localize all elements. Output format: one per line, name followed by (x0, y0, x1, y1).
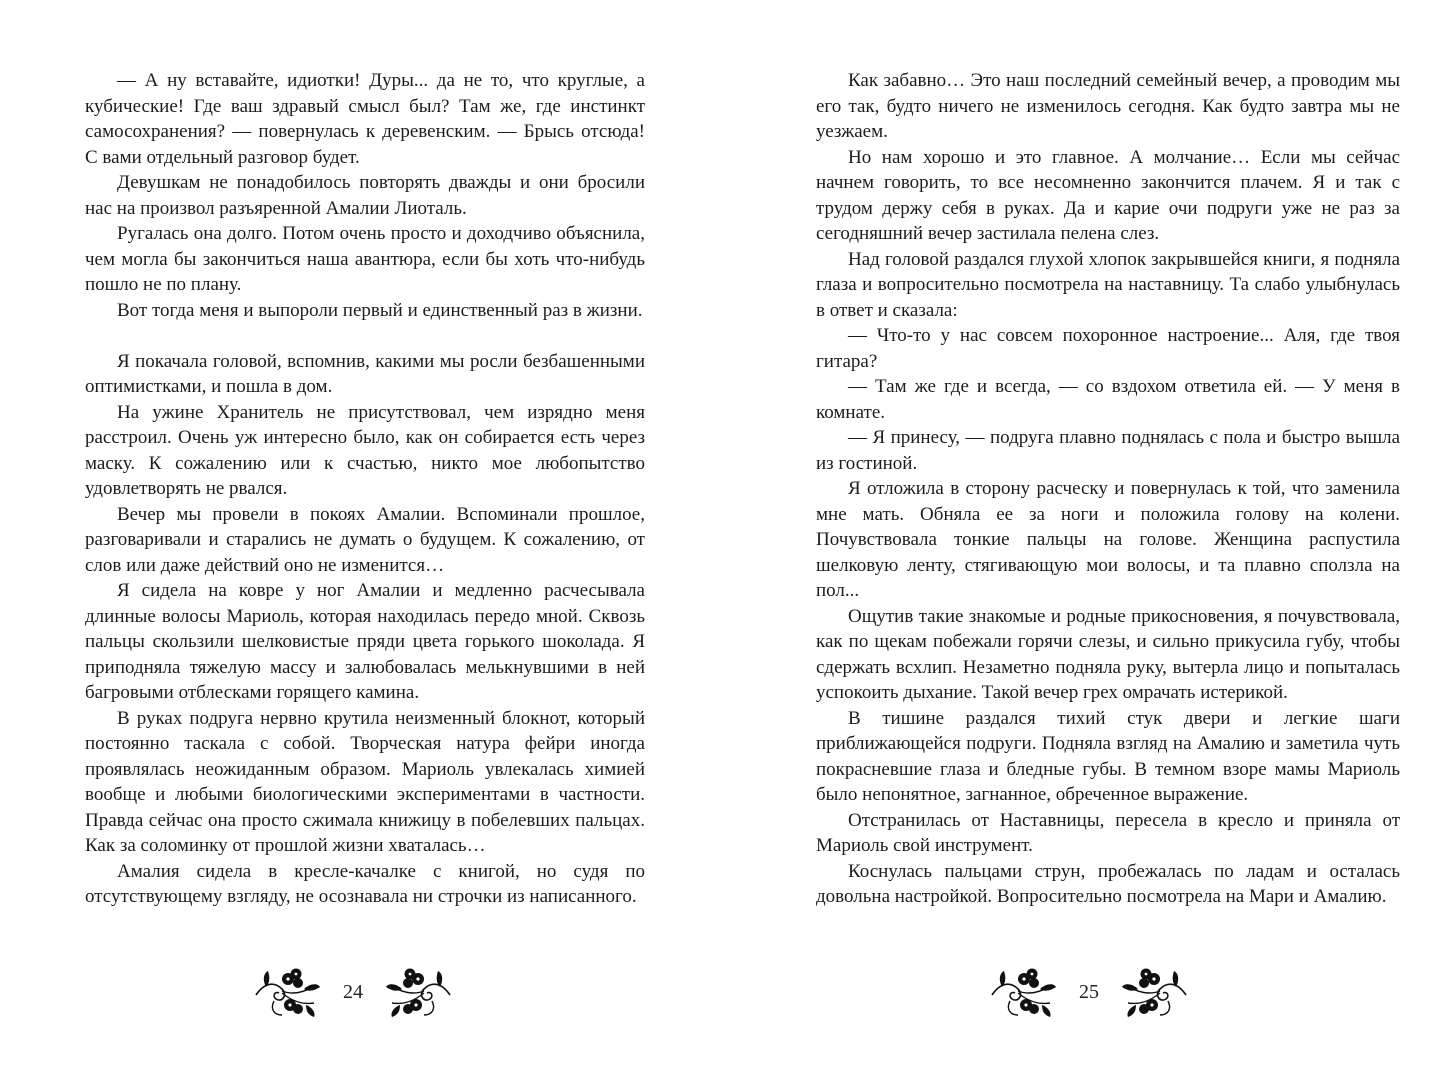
floral-ornament-icon (1120, 965, 1190, 1019)
floral-ornament-icon (988, 965, 1058, 1019)
floral-ornament-icon (384, 965, 454, 1019)
paragraph: Но нам хорошо и это главное. А молчание… Если мы сейчас начнем говорить, то все несомненно закончится плачем. Я и так с трудом держу себя в руках. Да и карие очи подруги уже не раз за сегодняшний вечер застилала пелена слез. (816, 146, 1400, 244)
page-number: 24 (343, 980, 363, 1003)
paragraph: Отстранилась от Наставницы, пересела в кресло и приняла от Мариоль свой инструмент. (816, 809, 1400, 856)
paragraph: Как забавно… Это наш последний семейный вечер, а проводим мы его так, будто ничего не изменилось сегодня. Как будто завтра мы не уезжаем. (816, 70, 1400, 142)
right-folio (726, 962, 1452, 1022)
paragraph: Вот тогда меня и выпороли первый и единственный раз в жизни. (117, 299, 643, 321)
paragraph: — А ну вставайте, идиотки! Дуры... да не то, что круглые, а кубические! Где ваш здравый смысл был? Там же, где инстинкт самосохранения? — повернулась к деревенским. — Брысь отсюда! С вами отдельный разговор будет. (85, 70, 645, 168)
floral-ornament-icon (252, 965, 322, 1019)
paragraph: Вечер мы провели в покоях Амалии. Вспоминали прошлое, разговаривали и старались не думать о будущем. К сожалению, от слов или даже действий оно не изменится… (85, 503, 645, 576)
paragraph: — Я принесу, — подруга плавно поднялась с пола и быстро вышла из гостиной. (816, 427, 1400, 474)
paragraph: Над головой раздался глухой хлопок закрывшейся книги, я подняла глаза и вопросительно посмотрела на наставницу. Та слабо улыбнулась в ответ и сказала: (816, 248, 1400, 321)
left-page-text (85, 68, 645, 910)
paragraph: — Что-то у нас совсем похоронное настроение... Аля, где твоя гитара? (816, 325, 1400, 372)
paragraph: Я покачала головой, вспомнив, какими мы росли безбашенными оптимистками, и пошла в дом. (85, 350, 645, 397)
paragraph: Я отложила в сторону расческу и повернулась к той, что заменила мне мать. Обняла ее за ноги и положила голову на колени. Почувствовала тонкие пальцы на голове. Женщина распустила шелковую ленту, стягивающую мои волосы, и та плавно сползла на пол... (816, 478, 1400, 601)
right-page-text (816, 68, 1400, 910)
paragraph: Ругалась она долго. Потом очень просто и доходчиво объяснила, чем могла бы закончиться наша авантюра, если бы хоть что-нибудь пошло не по плану. (85, 223, 645, 295)
left-folio (0, 962, 716, 1022)
page-number: 25 (1079, 980, 1099, 1003)
paragraph: На ужине Хранитель не присутствовал, чем изрядно меня расстроил. Очень уж интересно было, как он собирается есть через маску. К сожалению или к счастью, никто мое любопытство удовлетворять не рвался. (85, 401, 645, 499)
paragraph: Ощутив такие знакомые и родные прикосновения, я почувствовала, как по щекам побежали горячи слезы, и сильно прикусила губу, чтобы сдержать всхлип. Незаметно подняла руку, вытерла лицо и попыталась успокоить дыхание. Такой вечер грех омрачать истерикой. (816, 605, 1400, 703)
paragraph: Коснулась пальцами струн, пробежалась по ладам и осталась довольна настройкой. Вопросительно посмотрела на Мари и Амалию. (816, 860, 1400, 907)
right-page (726, 0, 1452, 1080)
paragraph: В тишине раздался тихий стук двери и легкие шаги приближающейся подруги. Подняла взгляд на Амалию и заметила чуть покрасневшие глаза и бледные губы. В темном взоре мамы Мариоль было непонятное, загнанное, обреченное выражение. (816, 707, 1400, 805)
paragraph: Я сидела на ковре у ног Амалии и медленно расчесывала длинные волосы Мариоль, которая находилась передо мной. Сквозь пальцы скользили шелковистые пряди цвета горького шоколада. Я приподняла тяжелую массу и залюбовалась мелькнувшими в ней багровыми отблесками горящего камина. (85, 580, 645, 703)
paragraph: Девушкам не понадобилось повторять дважды и они бросили нас на произвол разъяренной Амалии Лиоталь. (85, 172, 645, 219)
paragraph: Амалия сидела в кресле-качалке с книгой, но судя по отсутствующему взгляду, не осознавала ни строчки из написанного. (85, 860, 645, 907)
paragraph: — Там же где и всегда, — со вздохом ответила ей. — У меня в комнате. (816, 376, 1400, 423)
paragraph: В руках подруга нервно крутила неизменный блокнот, который постоянно таскала с собой. Творческая натура фейри иногда проявлялась неожиданным образом. Мариоль увлекалась химией вообще и любыми биологическими экспериментами в частности. Правда сейчас она просто сжимала книжицу в побелевших пальцах. Как за соломинку от прошлой жизни хваталась… (85, 707, 645, 856)
